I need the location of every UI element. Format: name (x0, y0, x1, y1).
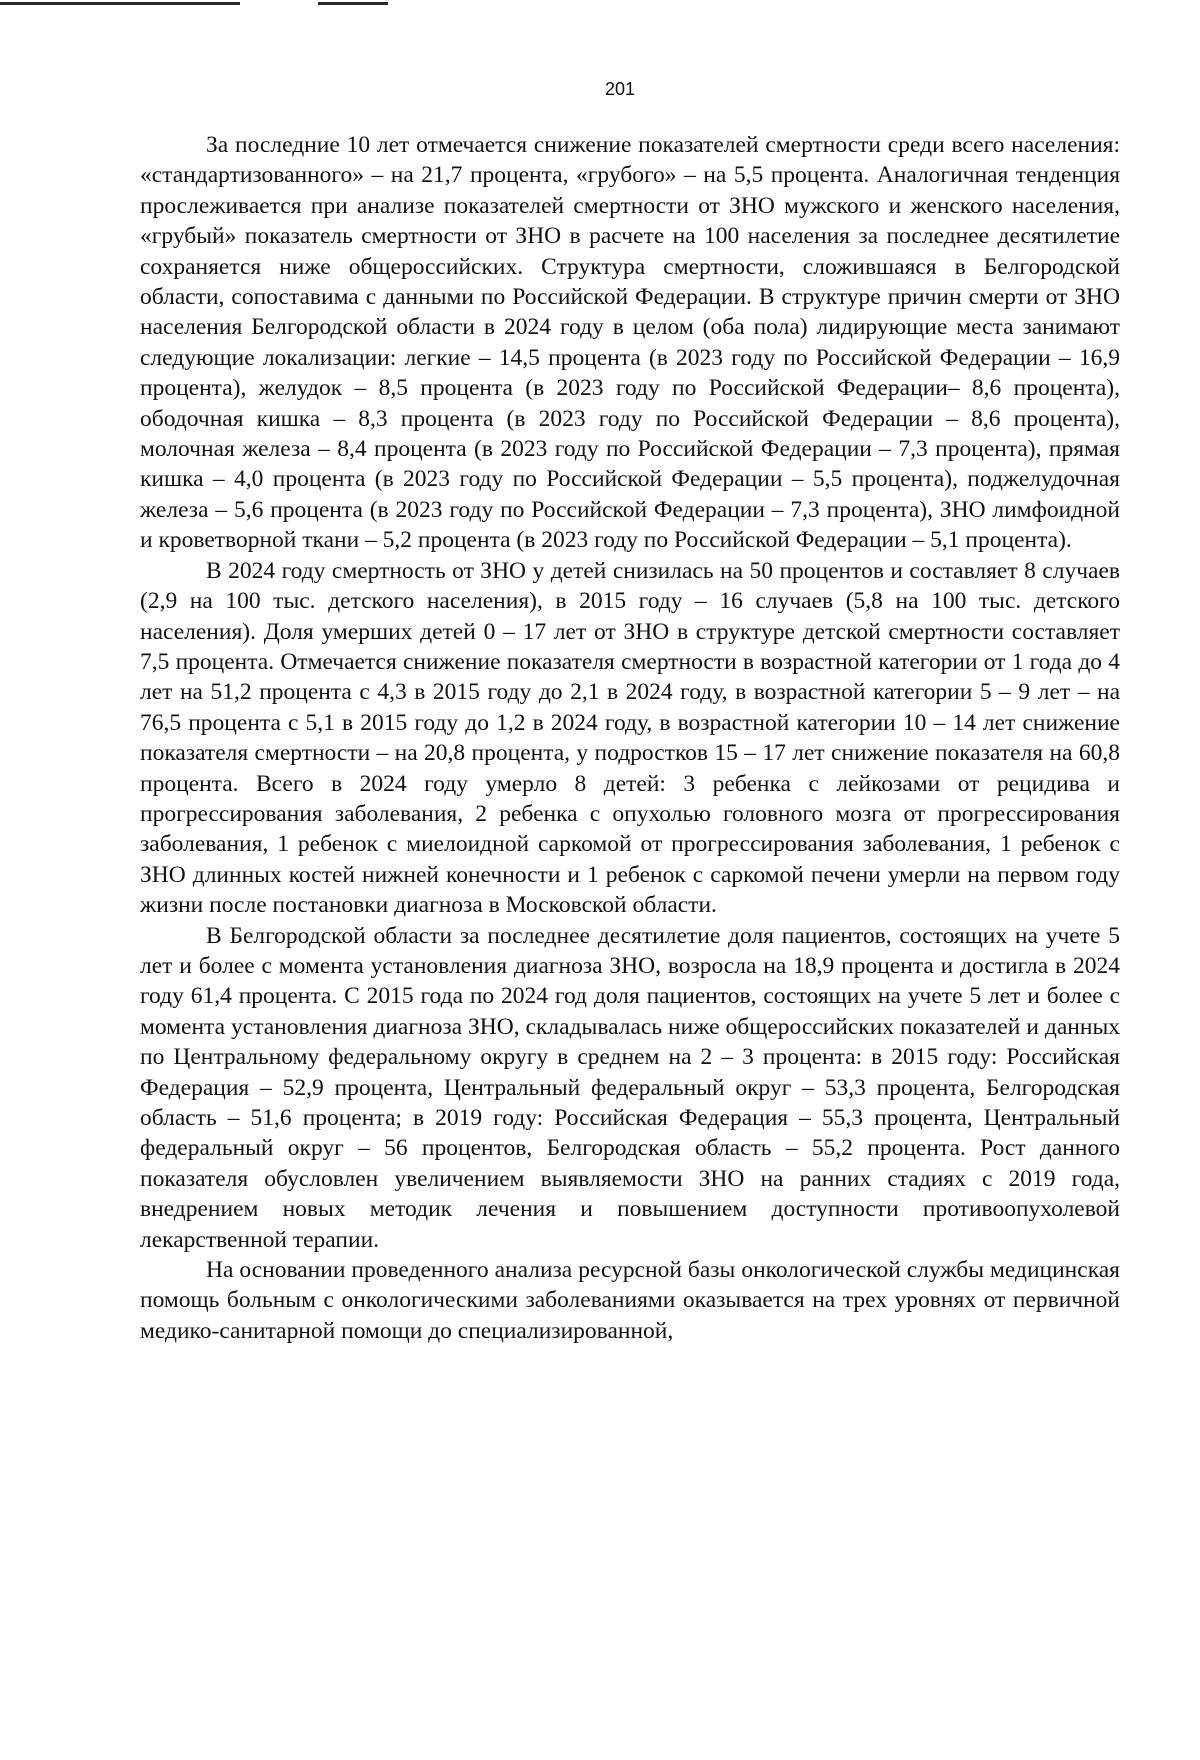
document-body (140, 130, 1120, 1346)
page-number: 201 (604, 79, 636, 99)
paragraph-five-year-survival: В Белгородской области за последнее десятилетие доля пациентов, состоящих на учете 5 лет и более с момента установления диагноза ЗНО, возросла на 18,9 процента и достигла в 2024 году 61,4 процента. С 2015 года по 2024 год доля пациентов, состоящих на учете 5 лет и более с момента установления диагноза ЗНО, складывалась ниже общероссийских показателей и данных по Центральному федеральному округу в среднем на 2 – 3 процента: в 2015 году: Российская Федерация – 52,9 процента, Центральный федеральный округ – 53,3 процента, Белгородская область – 51,6 процента; в 2019 году: Российская Федерация – 55,3 процента, Центральный федеральный округ – 56 процентов, Белгородская область – 55,2 процента. Рост данного показателя обусловлен увеличением выявляемости ЗНО на ранних стадиях с 2019 года, внедрением новых методик лечения и повышением доступности противоопухолевой лекарственной терапии. (140, 922, 1120, 1253)
paragraph-mortality-structure: За последние 10 лет отмечается снижение показателей смертности среди всего населения: «стандартизованного» – на 21,7 процента, «грубого» – на 5,5 процента. Аналогичная тенденция прослеживается при анализе показателей смертности от ЗНО мужского и женского населения, «грубый» показатель смертности от ЗНО в расчете на 100 населения за последнее десятилетие сохраняется ниже общероссийских. Структура смертности, сложившаяся в Белгородской области, сопоставима с данными по Российской Федерации. В структуре причин смерти от ЗНО населения Белгородской области в 2024 году в целом (оба пола) лидирующие места занимают следующие локализации: легкие – 14,5 процента (в 2023 году по Российской Федерации – 16,9 процента), желудок – 8,5 процента (в 2023 году по Российской Федерации– 8,6 процента), ободочная кишка – 8,3 процента (в 2023 году по Российской Федерации – 8,6 процента), молочная железа – 8,4 процента (в 2023 году по Российской Федерации – 7,3 процента), прямая кишка – 4,0 процента (в 2023 году по Российской Федерации – 5,5 процента), поджелудочная железа – 5,6 процента (в 2023 году по Российской Федерации – 7,3 процента), ЗНО лимфоидной и кроветворной ткани – 5,2 процента (в 2023 году по Российской Федерации – 5,1 процента). (140, 132, 1120, 554)
paragraph-care-levels: На основании проведенного анализа ресурсной базы онкологической службы медицинская помощь больным с онкологическими заболеваниями оказывается на трех уровнях от первичной медико-санитарной помощи до специализированной, (140, 1257, 1120, 1344)
scan-edge-line (0, 2, 240, 5)
scan-edge-line (318, 2, 388, 5)
paragraph-child-mortality: В 2024 году смертность от ЗНО у детей снизилась на 50 процентов и составляет 8 случаев (2,9 на 100 тыс. детского населения), в 2015 году – 16 случаев (5,8 на 100 тыс. детского населения). Доля умерших детей 0 – 17 лет от ЗНО в структуре детской смертности составляет 7,5 процента. Отмечается снижение показателя смертности в возрастной категории от 1 года до 4 лет на 51,2 процента с 4,3 в 2015 году до 2,1 в 2024 году, в возрастной категории 5 – 9 лет – на 76,5 процента с 5,1 в 2015 году до 1,2 в 2024 году, в возрастной категории 10 – 14 лет снижение показателя смертности – на 20,8 процента, у подростков 15 – 17 лет снижение показателя на 60,8 процента. Всего в 2024 году умерло 8 детей: 3 ребенка с лейкозами от рецидива и прогрессирования заболевания, 2 ребенка с опухолью головного мозга от прогрессирования заболевания, 1 ребенок с миелоидной саркомой от прогрессирования заболевания, 1 ребенок с ЗНО длинных костей нижней конечности и 1 ребенок с саркомой печени умерли на первом году жизни после постановки диагноза в Московской области. (140, 557, 1120, 919)
